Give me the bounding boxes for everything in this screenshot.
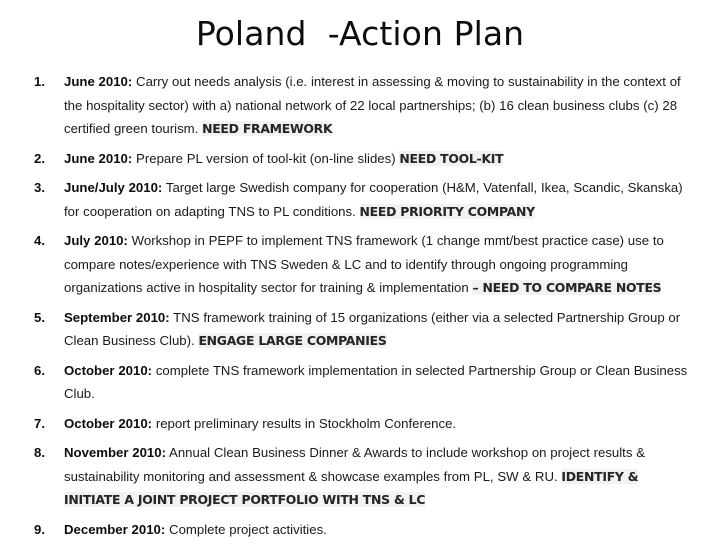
list-item-date-label: June 2010:	[64, 74, 133, 89]
list-item-description: complete TNS framework implementation in selected Partnership Group or Clean Business Club.	[64, 362, 688, 401]
list-item-text	[64, 518, 697, 542]
list-item	[0, 70, 720, 141]
list-item-description: Target large Swedish company for cooperation (H&M, Vatenfall, Ikea, Scandic, Skanska) for cooperation on adapting TNS to PL conditions.	[64, 180, 683, 219]
list-item	[0, 359, 720, 406]
list-item-number: 3.	[34, 180, 45, 195]
list-item	[0, 229, 720, 300]
list-item-text	[64, 359, 697, 406]
list-item-number: 1.	[34, 74, 45, 89]
page-title: Poland -Action Plan	[195, 14, 525, 53]
list-item-number: 9.	[34, 521, 45, 537]
list-item-date-label: June 2010:	[64, 150, 133, 166]
list-item-callout: NEED FRAMEWORK	[202, 121, 333, 136]
list-item-date-label: July 2010:	[64, 233, 128, 248]
list-item-date-label: October 2010:	[64, 362, 153, 378]
list-item	[0, 518, 720, 542]
list-item-number: 2.	[34, 150, 45, 166]
list-item-text	[64, 70, 697, 141]
list-item-description: Workshop in PEPF to implement TNS framework (1 change mmt/best practice case) use to compare notes/experience with TNS Sweden & LC and to identify through ongoing programming organizations active in hospitality sector for training & implementation	[64, 233, 664, 295]
list-item-date-label: December 2010:	[64, 521, 166, 537]
list-item-text	[64, 412, 697, 436]
list-item	[0, 306, 720, 353]
list-item-number: 5.	[34, 309, 45, 325]
list-item-date-label: October 2010:	[64, 415, 153, 431]
list-item-text	[64, 147, 697, 171]
list-item-callout: ENGAGE LARGE COMPANIES	[198, 333, 387, 348]
list-item	[0, 176, 720, 223]
list-item-date-label: September 2010:	[64, 309, 170, 325]
list-item	[0, 441, 720, 512]
list-item-description: Prepare PL version of tool-kit (on-line slides)	[132, 150, 400, 166]
list-item-number: 8.	[34, 445, 45, 460]
list-item-text	[64, 229, 697, 300]
list-item	[0, 412, 720, 436]
list-item-number: 4.	[34, 233, 45, 248]
list-item-callout: IDENTIFY & INITIATE A JOINT PROJECT PORTFOLIO WITH TNS & LC	[64, 468, 639, 507]
list-item-callout: NEED TOOL-KIT	[399, 150, 504, 166]
list-item-description: Carry out needs analysis (i.e. interest in assessing & moving to sustainability in the context of the hospitality sector) with a) national network of 22 local partnerships; (b) 16 clean business clubs (c) 28 certified green tourism.	[64, 74, 681, 136]
action-plan-list	[0, 70, 720, 547]
list-item-description: report preliminary results in Stockholm Conference.	[152, 415, 457, 431]
list-item-text	[64, 441, 697, 512]
list-item-description: Annual Clean Business Dinner & Awards to include workshop on project results & sustainability monitoring and assessment & showcase examples from PL, SW & RU.	[64, 445, 645, 484]
list-item-number: 6.	[34, 362, 45, 378]
list-item-description: Complete project activities.	[165, 521, 327, 537]
list-item-date-label: June/July 2010:	[64, 180, 163, 195]
list-item	[0, 147, 720, 171]
list-item-callout: NEED PRIORITY COMPANY	[359, 203, 535, 219]
list-item-text	[64, 176, 697, 223]
list-item-callout: – NEED TO COMPARE NOTES	[472, 280, 662, 295]
list-item-date-label: November 2010:	[64, 445, 166, 460]
list-item-description: TNS framework training of 15 organizations (either via a selected Partnership Group or Clean Business Club).	[64, 309, 681, 348]
list-item-number: 7.	[34, 415, 45, 431]
list-item-text	[64, 306, 697, 353]
